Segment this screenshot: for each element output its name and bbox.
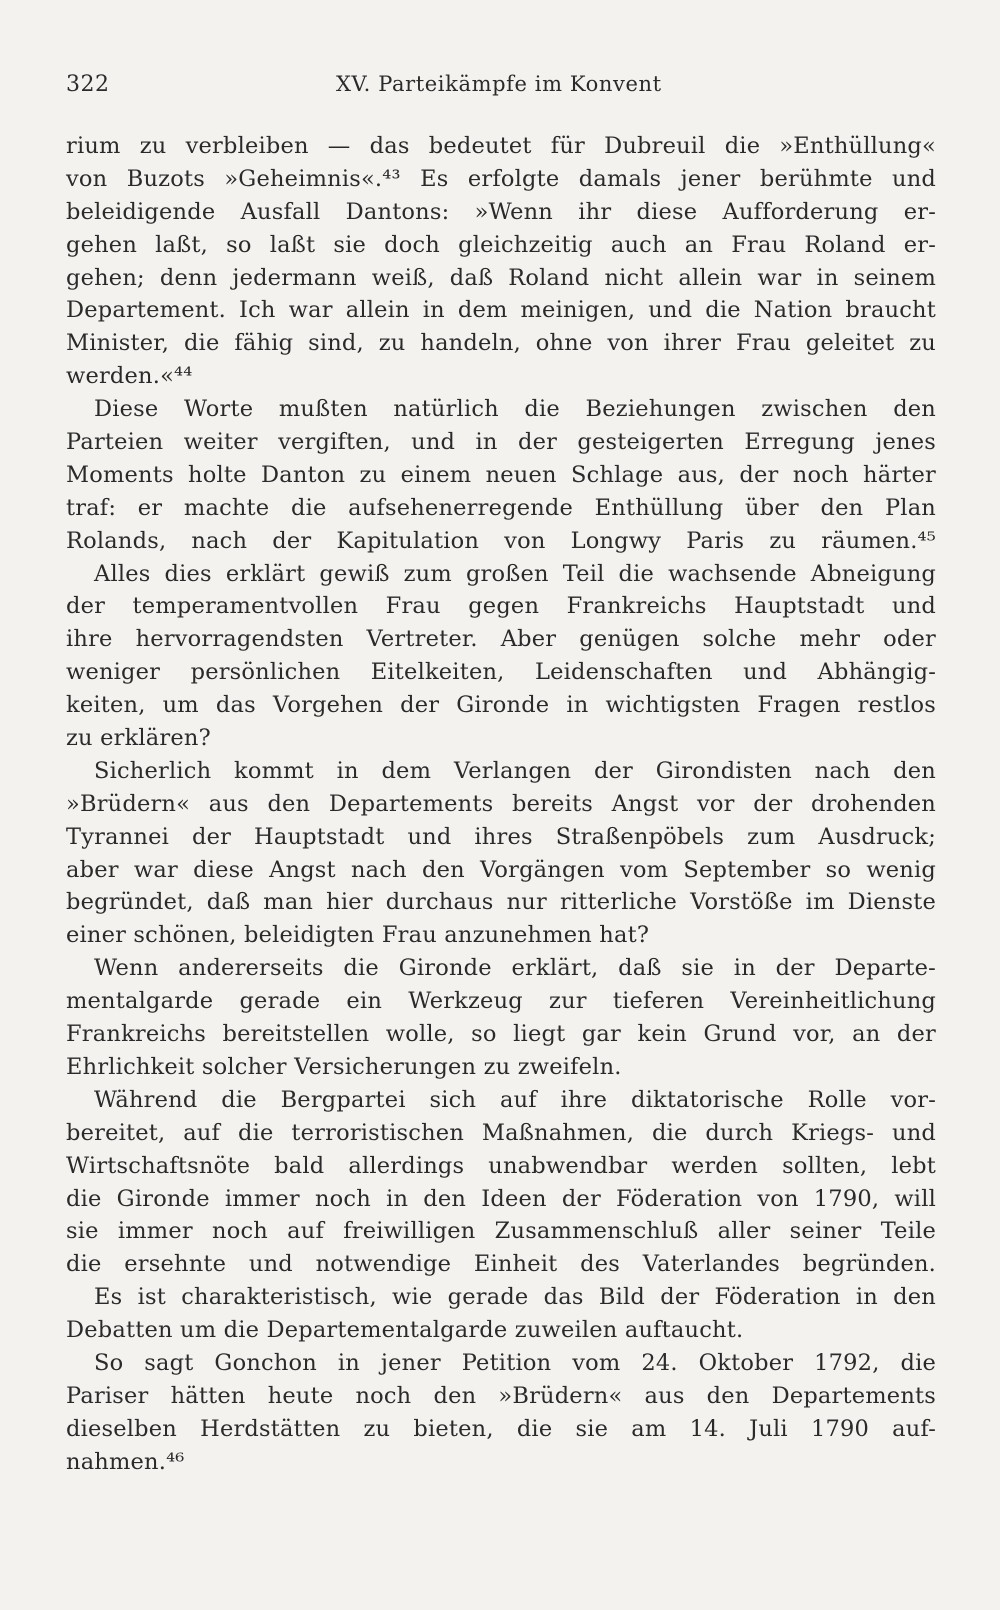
- text-line: Frankreichs bereitstellen wolle, so liegt gar kein Grund vor, an der: [66, 1021, 936, 1048]
- text-line: begründet, daß man hier durchaus nur ritterliche Vorstöße im Dienste: [66, 889, 936, 916]
- text-line: gehen laßt, so laßt sie doch gleichzeitig auch an Frau Roland er-: [66, 231, 936, 258]
- text-line: Tyrannei der Hauptstadt und ihres Straßenpöbels zum Ausdruck;: [66, 823, 936, 850]
- text-line: Wenn andererseits die Gironde erklärt, daß sie in der Departe-: [94, 955, 936, 982]
- text-line: Moments holte Danton zu einem neuen Schlage aus, der noch härter: [66, 461, 936, 488]
- text-line: Alles dies erklärt gewiß zum großen Teil die wachsende Abneigung: [94, 560, 936, 587]
- body-text: [66, 130, 936, 1479]
- text-line: werden.«⁴⁴: [66, 363, 193, 390]
- text-line: keiten, um das Vorgehen der Gironde in wichtigsten Fragen restlos: [66, 692, 936, 719]
- text-line: einer schönen, beleidigten Frau anzunehmen hat?: [66, 922, 650, 949]
- text-line: »Brüdern« aus den Departements bereits Angst vor der drohenden: [66, 790, 936, 817]
- text-line: ihre hervorragendsten Vertreter. Aber genügen solche mehr oder: [66, 626, 936, 653]
- running-head: [66, 72, 936, 102]
- text-line: Es ist charakteristisch, wie gerade das Bild der Föderation in den: [94, 1284, 936, 1311]
- text-line: weniger persönlichen Eitelkeiten, Leidenschaften und Abhängig-: [66, 659, 936, 686]
- text-line: Ehrlichkeit solcher Versicherungen zu zweifeln.: [66, 1053, 622, 1080]
- text-line: Minister, die fähig sind, zu handeln, ohne von ihrer Frau geleitet zu: [66, 330, 936, 357]
- text-line: Sicherlich kommt in dem Verlangen der Girondisten nach den: [94, 757, 936, 784]
- text-line: beleidigende Ausfall Dantons: »Wenn ihr diese Aufforderung er-: [66, 198, 936, 225]
- text-line: die Gironde immer noch in den Ideen der Föderation von 1790, will: [66, 1185, 936, 1212]
- text-line: dieselben Herdstätten zu bieten, die sie am 14. Juli 1790 auf-: [66, 1415, 936, 1442]
- text-line: Wirtschaftsnöte bald allerdings unabwendbar werden sollten, lebt: [66, 1152, 936, 1179]
- page-number: 322: [66, 72, 110, 97]
- text-line: die ersehnte und notwendige Einheit des Vaterlandes begründen.: [66, 1251, 936, 1278]
- text-line: Parteien weiter vergiften, und in der gesteigerten Erregung jenes: [66, 429, 936, 456]
- text-line: aber war diese Angst nach den Vorgängen vom September so wenig: [66, 856, 936, 883]
- text-line: mentalgarde gerade ein Werkzeug zur tieferen Vereinheitlichung: [66, 988, 936, 1015]
- text-line: sie immer noch auf freiwilligen Zusammenschluß aller seiner Teile: [66, 1218, 936, 1245]
- text-line: Pariser hätten heute noch den »Brüdern« aus den Departements: [66, 1382, 936, 1409]
- text-line: traf: er machte die aufsehenerregende Enthüllung über den Plan: [66, 494, 936, 521]
- text-line: gehen; denn jedermann weiß, daß Roland nicht allein war in seinem: [66, 264, 936, 291]
- text-line: nahmen.⁴⁶: [66, 1448, 185, 1475]
- text-line: Während die Bergpartei sich auf ihre diktatorische Rolle vor-: [94, 1086, 936, 1113]
- chapter-title: XV. Parteikämpfe im Konvent: [336, 72, 662, 96]
- text-line: der temperamentvollen Frau gegen Frankreichs Hauptstadt und: [66, 593, 936, 620]
- text-line: von Buzots »Geheimnis«.⁴³ Es erfolgte damals jener berühmte und: [66, 165, 936, 192]
- text-line: Debatten um die Departementalgarde zuweilen auftaucht.: [66, 1317, 744, 1344]
- text-line: zu erklären?: [66, 725, 211, 752]
- text-line: bereitet, auf die terroristischen Maßnahmen, die durch Kriegs- und: [66, 1119, 936, 1146]
- text-line: So sagt Gonchon in jener Petition vom 24. Oktober 1792, die: [94, 1349, 936, 1376]
- text-line: rium zu verbleiben — das bedeutet für Dubreuil die »Enthüllung«: [66, 133, 936, 159]
- text-line: Departement. Ich war allein in dem meinigen, und die Nation braucht: [66, 297, 936, 324]
- text-line: Rolands, nach der Kapitulation von Longwy Paris zu räumen.⁴⁵: [66, 527, 936, 554]
- text-line: Diese Worte mußten natürlich die Beziehungen zwischen den: [94, 396, 936, 423]
